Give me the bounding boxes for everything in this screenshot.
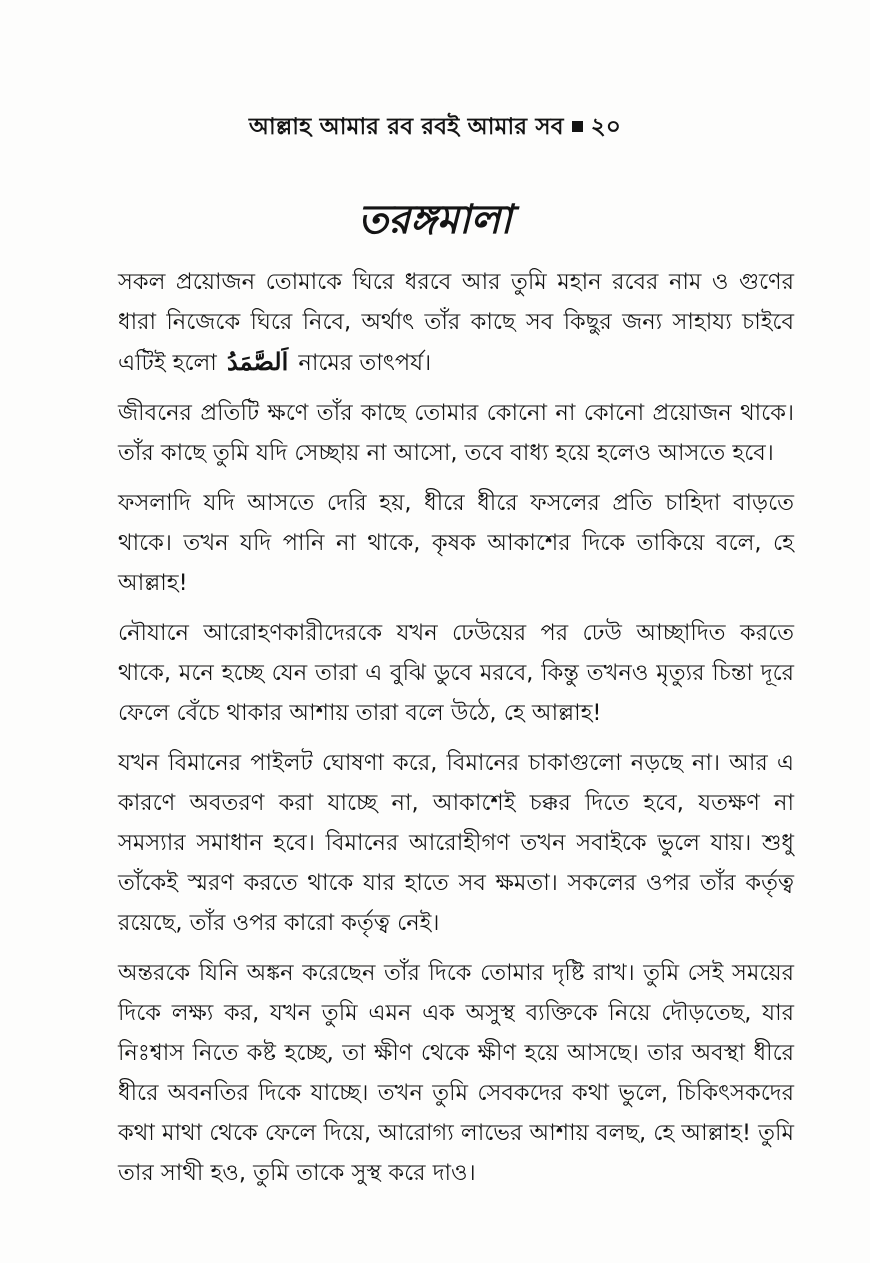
- paragraph-3: ফসলাদি যদি আসতে দেরি হয়, ধীরে ধীরে ফসলের প্রতি চাহিদা বাড়তে থাকে। তখন যদি পানি না থাকে, কৃষক আকাশের দিকে তাকিয়ে বলে, হে আল্লাহ!: [118, 490, 794, 596]
- paragraph-6: অন্তরকে যিনি অঙ্কন করেছেন তাঁর দিকে তোমার দৃষ্টি রাখ। তুমি সেই সময়ের দিকে লক্ষ্য কর, যখন তুমি এমন এক অসুস্থ ব্যক্তিকে নিয়ে দৌড়তেছ, যার নিঃশ্বাস নিতে কষ্ট হচ্ছে, তা ক্ষীণ থেকে ক্ষীণ হয়ে আসছে। তার অবস্থা ধীরে ধীরে অবনতির দিকে যাচ্ছে। তখন তুমি সেবকদের কথা ভুলে, চিকিৎসকদের কথা মাথা থেকে ফেলে দিয়ে, আরোগ্য লাভের আশায় বলছ, হে আল্লাহ! তুমি তার সাথী হও, তুমি তাকে সুস্থ করে দাও।: [118, 960, 794, 1186]
- paragraph-4: নৌযানে আরোহণকারীদেরকে যখন ঢেউয়ের পর ঢেউ আচ্ছাদিত করতে থাকে, মনে হচ্ছে যেন তারা এ বুঝি ডুবে মরবে, কিন্তু তখনও মৃত্যুর চিন্তা দূরে ফেলে বেঁচে থাকার আশায় তারা বলে উঠে, হে আল্লাহ!: [118, 620, 794, 726]
- page-number: ২০: [590, 114, 622, 140]
- paragraph-1-ending: নামের তাৎপর্য।: [298, 350, 432, 376]
- chapter-title: তরঙ্গমালা: [358, 197, 512, 243]
- arabic-term: اَلصَّمَدُ: [226, 347, 289, 376]
- paragraph-1-text: সকল প্রয়োজন তোমাকে ঘিরে ধরবে আর তুমি মহান রবের নাম ও গুণের ধারা নিজেকে ঘিরে নিবে, অর্থাৎ তাঁর কাছে সব কিছুর জন্য সাহায্য চাইবে এটিই হলো: [118, 269, 794, 376]
- paragraph-5: যখন বিমানের পাইলট ঘোষণা করে, বিমানের চাকাগুলো নড়ছে না। আর এ কারণে অবতরণ করা যাচ্ছে না, আকাশেই চক্কর দিতে হবে, যতক্ষণ না সমস্যার সমাধান হবে। বিমানের আরোহীগণ তখন সবাইকে ভুলে যায়। শুধু তাঁকেই স্মরণ করতে থাকে যার হাতে সব ক্ষমতা। সকলের ওপর তাঁর কর্তৃত্ব রয়েছে, তাঁর ওপর কারো কর্তৃত্ব নেই।: [118, 750, 794, 936]
- paragraph-1: [118, 262, 794, 383]
- running-header: [0, 108, 870, 147]
- body-text: [118, 262, 794, 1203]
- separator-square: [572, 121, 583, 132]
- running-title: আল্লাহ আমার রব রবই আমার সব: [248, 114, 564, 140]
- paragraph-2: জীবনের প্রতিটি ক্ষণে তাঁর কাছে তোমার কোনো না কোনো প্রয়োজন থাকে। তাঁর কাছে তুমি যদি সেচ্ছায় না আসো, তবে বাধ্য হয়ে হলেও আসতে হবে।: [118, 400, 794, 466]
